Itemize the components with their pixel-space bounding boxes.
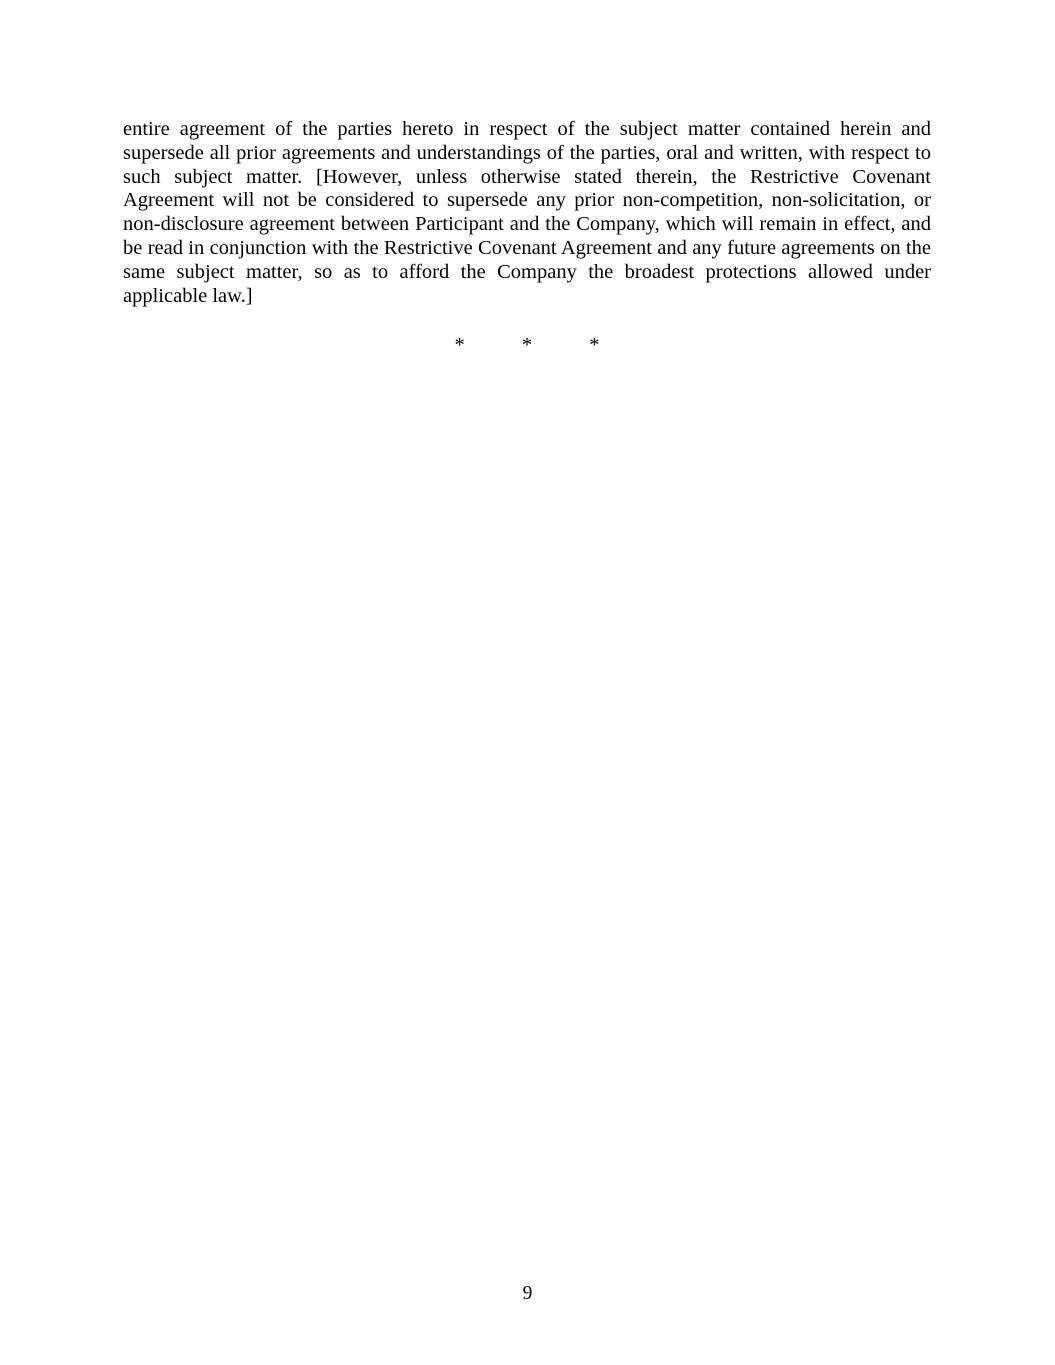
page-content	[123, 118, 931, 358]
page-number: 9	[522, 1283, 533, 1304]
asterisk-separator: * * *	[454, 334, 600, 357]
body-paragraph: entire agreement of the parties hereto in respect of the subject matter contained herein and supersede all prior agreements and understandings of the parties, oral and written, with respect to such subject matter. [However, unless otherwise stated therein, the Restrictive Covenant Agreement will not be considered to supersede any prior non-competition, non-solicitation, or non-disclosure agreement between Participant and the Company, which will remain in effect, and be read in conjunction with the Restrictive Covenant Agreement and any future agreements on the same subject matter, so as to afford the Company the broadest protections allowed under applicable law.]	[123, 118, 931, 307]
